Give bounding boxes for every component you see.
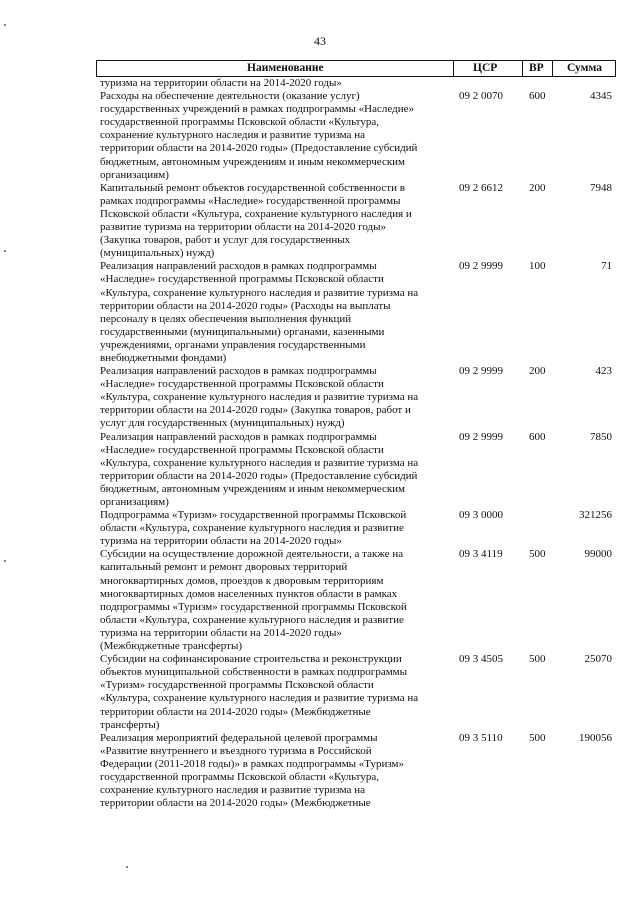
row-name [96,90,460,182]
row-sum: 7850 [590,430,612,443]
row-name-line: Субсидии на софинансирование строительства и реконструкции [100,653,402,666]
row-name-line: рамках подпрограммы «Наследие» государственной программы [100,194,401,207]
row-name [96,365,460,430]
row-sum: 99000 [584,548,612,561]
row-name-line: туризма на территории области на 2014-2020 годы» [100,77,342,89]
header-sum: Сумма [567,62,602,74]
row-vr: 500 [529,653,546,666]
row-name-line: «Наследие» государственной программы Псковской области [100,443,384,456]
table-row [96,548,616,653]
row-vr: 100 [529,260,546,273]
row-name-line: государственных учреждений в рамках подпрограммы «Наследие» [100,103,414,116]
row-name-line: Псковской области «Культура, сохранение культурного наследия и [100,207,412,220]
row-name-line: туризма на территории области на 2014-2020 годы» [100,626,342,639]
row-name-line: Федерации (2011-2018 годы)» в рамках подпрограммы «Туризм» [100,757,405,770]
row-name-line: бюджетным, автономным учреждениям и иным некоммерческим [100,482,406,495]
table-header [96,60,616,77]
row-name-line: Субсидии на осуществление дорожной деятельности, а также на [100,548,404,561]
row-name-line: туризма на территории области на 2014-2020 годы» [100,535,342,548]
table-row [96,260,616,365]
row-csr: 09 3 5110 [459,731,503,744]
row-name-line: Подпрограмма «Туризм» государственной программы Псковской [100,509,407,522]
table-row [96,182,616,261]
row-csr: 09 2 9999 [459,430,503,443]
header-name: Наименование [247,62,324,74]
row-name-line: «Развитие внутреннего и въездного туризма в Российской [100,744,372,757]
row-name-line: услуг для государственных (муниципальных) нужд) [100,417,345,430]
row-name-line: государственными (муниципальными) органами, казенными [100,325,385,338]
row-name-line: внебюджетными фондами) [100,351,227,364]
row-vr: 500 [529,548,546,561]
row-name [96,77,460,90]
row-name-line: территории области на 2014-2020 годы» (Закупка товаров, работ и [100,404,411,417]
row-vr: 200 [529,365,546,378]
row-name-line: «Культура, сохранение культурного наследия и развитие туризма на [100,692,419,705]
row-name-line: организациям) [100,168,169,181]
table-body [96,77,616,810]
header-vr: ВР [529,62,544,74]
row-sum: 7948 [590,181,612,194]
row-sum: 423 [595,365,612,378]
row-name-line: (Межбюджетные трансферты) [100,640,242,653]
row-csr: 09 3 4119 [459,548,503,561]
row-name-line: «Наследие» государственной программы Псковской области [100,273,384,286]
page-number: 43 [314,34,326,48]
row-sum: 4345 [590,90,612,103]
row-name-line: сохранение культурного наследия и развитие туризма на [100,129,365,142]
row-name-line: организациям) [100,496,169,508]
row-name-line: территории области на 2014-2020 годы» (Предоставление субсидий [100,469,418,482]
row-csr: 09 3 0000 [459,509,503,522]
row-name-line: территории области на 2014-2020 годы» (Межбюджетные [100,705,371,718]
row-name-line: бюджетным, автономным учреждениям и иным некоммерческим [100,155,406,168]
row-csr: 09 2 0070 [459,90,503,103]
row-name [96,509,460,548]
row-name [96,653,460,732]
row-name-line: Расходы на обеспечение деятельности (оказание услуг) [100,90,360,103]
table-row [96,77,616,90]
budget-table [96,60,616,810]
row-csr: 09 3 4505 [459,653,503,666]
row-name-line: многоквартирных домов населенных пунктов области в рамках [100,587,398,600]
row-name-line: трансферты) [100,718,160,731]
row-name-line: (муниципальных) нужд) [100,247,215,260]
header-csr: ЦСР [473,62,498,74]
row-name-line: многоквартирных домов, проездов к дворовым территориям [100,574,384,587]
row-vr: 200 [529,181,546,194]
row-name-line: Реализация направлений расходов в рамках подпрограммы [100,430,377,443]
row-name-line: территории области на 2014-2020 годы» (Расходы на выплаты [100,299,391,312]
row-name-line: Реализация направлений расходов в рамках подпрограммы [100,260,377,273]
row-name-line: развитие туризма на территории области на 2014-2020 годы» [100,221,387,234]
row-name-line: «Культура, сохранение культурного наследия и развитие туризма на [100,391,419,404]
row-name [96,732,460,811]
row-name-line: области «Культура, сохранение культурного наследия и развитие [100,613,404,626]
row-name-line: территории области на 2014-2020 годы» (Межбюджетные [100,797,371,810]
row-name [96,431,460,510]
row-name-line: объектов муниципальной собственности в рамках подпрограммы [100,666,408,679]
row-name-line: подпрограммы «Туризм» государственной программы Псковской [100,600,407,613]
row-name-line: «Наследие» государственной программы Псковской области [100,378,384,391]
row-name-line: (Закупка товаров, работ и услуг для государственных [100,234,351,247]
row-vr: 500 [529,731,546,744]
row-name-line: Капитальный ремонт объектов государственной собственности в [100,181,405,194]
row-name-line: капитальный ремонт и ремонт дворовых территорий [100,561,348,574]
row-sum: 321256 [579,509,612,522]
row-name [96,548,460,653]
scan-speck [4,24,6,26]
row-name [96,182,460,261]
row-vr: 600 [529,430,546,443]
row-name-line: территории области на 2014-2020 годы» (Предоставление субсидий [100,142,418,155]
row-csr: 09 2 6612 [459,181,503,194]
table-row [96,90,616,182]
row-name-line: сохранение культурного наследия и развитие туризма на [100,784,365,797]
row-sum: 71 [601,260,612,273]
row-csr: 09 2 9999 [459,365,503,378]
row-sum: 190056 [579,731,612,744]
row-name-line: персоналу в целях обеспечения выполнения функций [100,312,352,325]
scan-speck [126,866,128,868]
row-name-line: «Культура, сохранение культурного наследия и развитие туризма на [100,286,419,299]
row-name-line: области «Культура, сохранение культурного наследия и развитие [100,522,404,535]
row-name [96,260,460,365]
row-sum: 25070 [584,653,612,666]
table-row [96,431,616,510]
row-vr: 600 [529,90,546,103]
row-name-line: учреждениями, органами управления государственными [100,338,366,351]
table-row [96,509,616,548]
row-name-line: Реализация мероприятий федеральной целевой программы [100,731,378,744]
row-name-line: «Туризм» государственной программы Псковской области [100,679,374,692]
row-name-line: Реализация направлений расходов в рамках подпрограммы [100,365,377,378]
row-csr: 09 2 9999 [459,260,503,273]
row-name-line: государственной программы Псковской области «Культура, [100,116,379,129]
table-row [96,732,616,811]
table-row [96,653,616,732]
scan-speck [4,250,6,252]
table-row [96,365,616,430]
row-name-line: «Культура, сохранение культурного наследия и развитие туризма на [100,456,419,469]
scan-speck [4,560,6,562]
row-name-line: государственной программы Псковской области «Культура, [100,770,379,783]
